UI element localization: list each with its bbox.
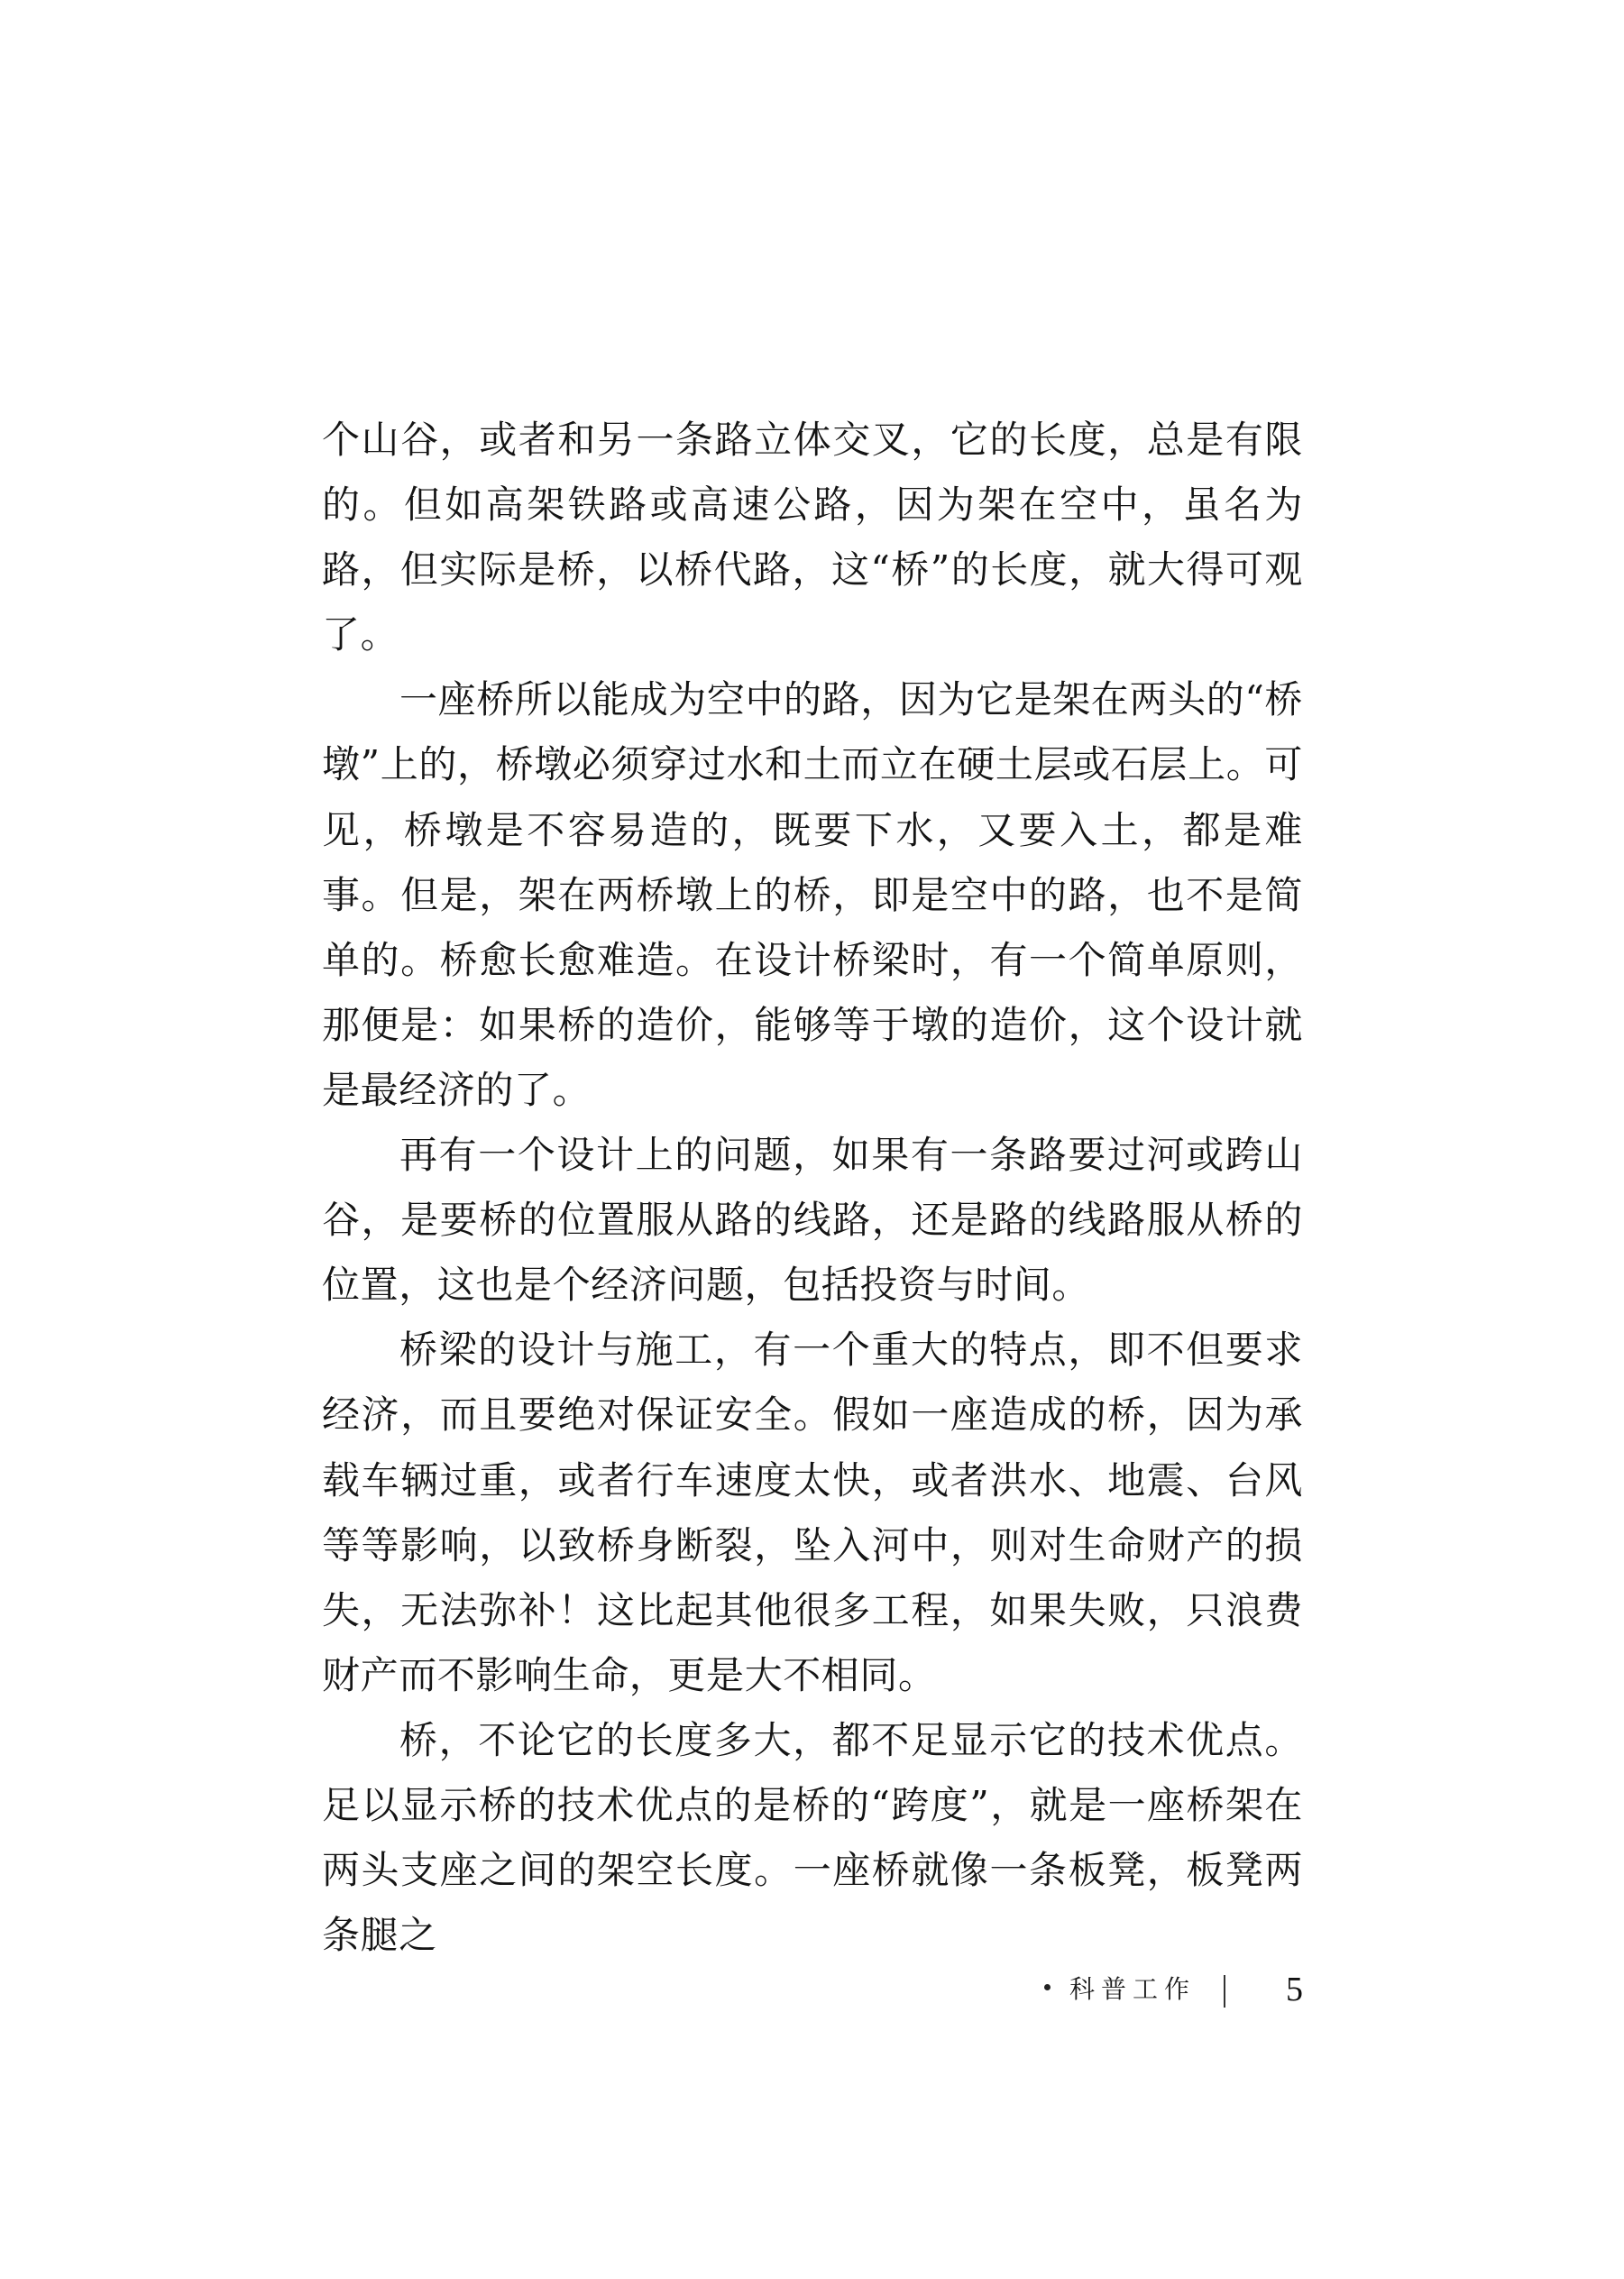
paragraph-4: 桥梁的设计与施工，有一个重大的特点，即不但要求经济，而且要绝对保证安全。假如一座造成的桥，因为承载车辆过重，或者行车速度太快，或者洪水、地震、台风等等影响，以致桥身断裂，坠入河中，则对生命财产的损失，无法弥补！这比起其他很多工程，如果失败，只浪费财产而不影响生命，更是大不相同。 bbox=[322, 1328, 1303, 1697]
page-footer bbox=[1037, 1971, 1307, 2015]
paragraph-5: 桥，不论它的长度多大，都不足显示它的技术优点。足以显示桥的技术优点的是桥的“跨度”，就是一座桥架在两头支座之间的架空长度。一座桥就像一条板凳，板凳两条腿之 bbox=[322, 1717, 1303, 1958]
paragraph-2: 一座桥所以能成为空中的路，因为它是架在两头的“桥墩”上的，桥墩必须穿过水和土而立在硬土层或石层上。可见，桥墩是不容易造的，既要下水，又要入土，都是难事。但是，架在两桥墩上的桥，即是空中的路，也不是简单的。桥愈长愈难造。在设计桥梁时，有一个简单原则，那便是：如果桥的造价，能够等于墩的造价，这个设计就是最经济的了。 bbox=[322, 677, 1303, 1112]
paragraph-1: 个山谷，或者和另一条路立体交叉，它的长度，总是有限的。但如高架铁路或高速公路，因为架在空中，虽名为路，但实际是桥，以桥代路，这“桥”的长度，就大得可观了。 bbox=[322, 418, 1303, 657]
paragraph-3: 再有一个设计上的问题，如果有一条路要过河或跨山谷，是要桥的位置服从路的线路，还是路的线路服从桥的位置，这也是个经济问题，包括投资与时间。 bbox=[322, 1133, 1303, 1308]
page-number: 5 bbox=[1286, 1971, 1303, 2008]
running-footer-section: 科普工作 bbox=[1069, 1974, 1197, 2004]
footer-divider bbox=[1224, 1975, 1225, 2008]
body-text bbox=[322, 408, 1303, 1968]
bullet-dot-icon bbox=[1044, 1984, 1051, 1990]
